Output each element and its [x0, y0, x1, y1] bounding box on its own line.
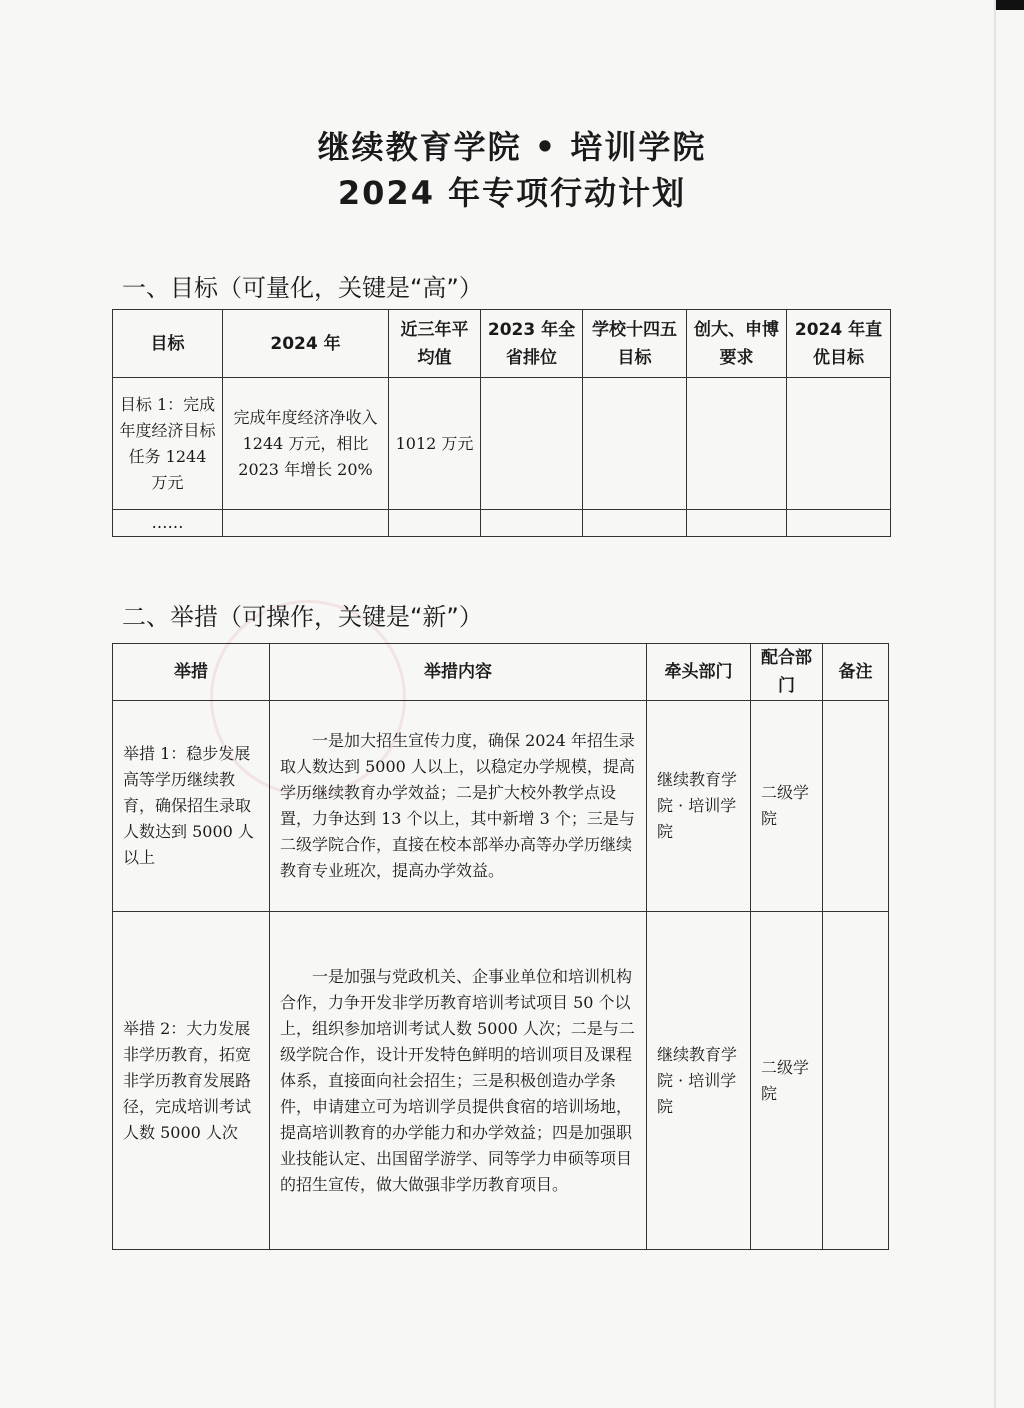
plan145-cell	[583, 510, 687, 537]
header-note: 备注	[823, 644, 889, 701]
header-goal: 目标	[113, 310, 223, 378]
header-coop-dept: 配合部门	[751, 644, 823, 701]
table-row	[113, 701, 889, 912]
header-lead-dept: 牵头部门	[647, 644, 751, 701]
title-line-2: 2024 年专项行动计划	[337, 174, 687, 212]
note-cell	[823, 912, 889, 1250]
req-cell	[687, 378, 787, 510]
y2024-cell: 完成年度经济净收入 1244 万元，相比 2023 年增长 20%	[223, 378, 389, 510]
title-line-1: 继续教育学院 • 培训学院	[317, 128, 707, 166]
scan-edge-mark	[994, 0, 1024, 10]
measures-table	[112, 643, 889, 1250]
goals-table	[112, 309, 891, 537]
target-cell	[787, 378, 891, 510]
header-req: 创大、申博要求	[687, 310, 787, 378]
goal-cell: ……	[113, 510, 223, 537]
header-2024: 2024 年	[223, 310, 389, 378]
measure-cell: 举措 1：稳步发展高等学历继续教育，确保招生录取人数达到 5000 人以上	[113, 701, 270, 912]
rank-cell	[481, 378, 583, 510]
content-cell: 一是加强与党政机关、企事业单位和培训机构合作，力争开发非学历教育培训考试项目 50 个以上，组织参加培训考试人数 5000 人次；二是与二级学院合作，设计开发特色鲜明的培训项目及课程体系，直接面向社会招生；三是积极创造办学条件，申请建立可为培训学员提供食宿的培训场地，提高培训教育的办学能力和办学效益；四是加强职业技能认定、出国留学游学、同等学力申硕等项目的招生宣传，做大做强非学历教育项目。	[270, 912, 647, 1250]
section-heading-goals: 一、目标（可量化，关键是“高”）	[122, 274, 483, 302]
y2024-cell	[223, 510, 389, 537]
content-cell: 一是加大招生宣传力度，确保 2024 年招生录取人数达到 5000 人以上，以稳定办学规模，提高学历继续教育办学效益；二是扩大校外教学点设置，力争达到 13 个以上，其中新增 3 个；三是与二级学院合作，直接在校本部举办高等办学历继续教育专业班次，提高办学效益。	[270, 701, 647, 912]
avg3-cell: 1012 万元	[389, 378, 481, 510]
header-rank: 2023 年全省排位	[481, 310, 583, 378]
coop-dept-cell: 二级学院	[751, 912, 823, 1250]
goal-cell: 目标 1：完成年度经济目标任务 1244 万元	[113, 378, 223, 510]
header-measure: 举措	[113, 644, 270, 701]
req-cell	[687, 510, 787, 537]
table-row	[113, 510, 891, 537]
header-avg3: 近三年平均值	[389, 310, 481, 378]
goals-header-row	[113, 310, 891, 378]
section-heading-measures: 二、举措（可操作，关键是“新”）	[122, 603, 483, 631]
header-plan145: 学校十四五目标	[583, 310, 687, 378]
table-row	[113, 912, 889, 1250]
plan145-cell	[583, 378, 687, 510]
rank-cell	[481, 510, 583, 537]
measure-cell: 举措 2：大力发展非学历教育，拓宽非学历教育发展路径，完成培训考试人数 5000 人次	[113, 912, 270, 1250]
note-cell	[823, 701, 889, 912]
table-row	[113, 378, 891, 510]
target-cell	[787, 510, 891, 537]
header-target: 2024 年直优目标	[787, 310, 891, 378]
measures-header-row	[113, 644, 889, 701]
avg3-cell	[389, 510, 481, 537]
coop-dept-cell: 二级学院	[751, 701, 823, 912]
lead-dept-cell: 继续教育学院 · 培训学院	[647, 912, 751, 1250]
lead-dept-cell: 继续教育学院 · 培训学院	[647, 701, 751, 912]
header-content: 举措内容	[270, 644, 647, 701]
